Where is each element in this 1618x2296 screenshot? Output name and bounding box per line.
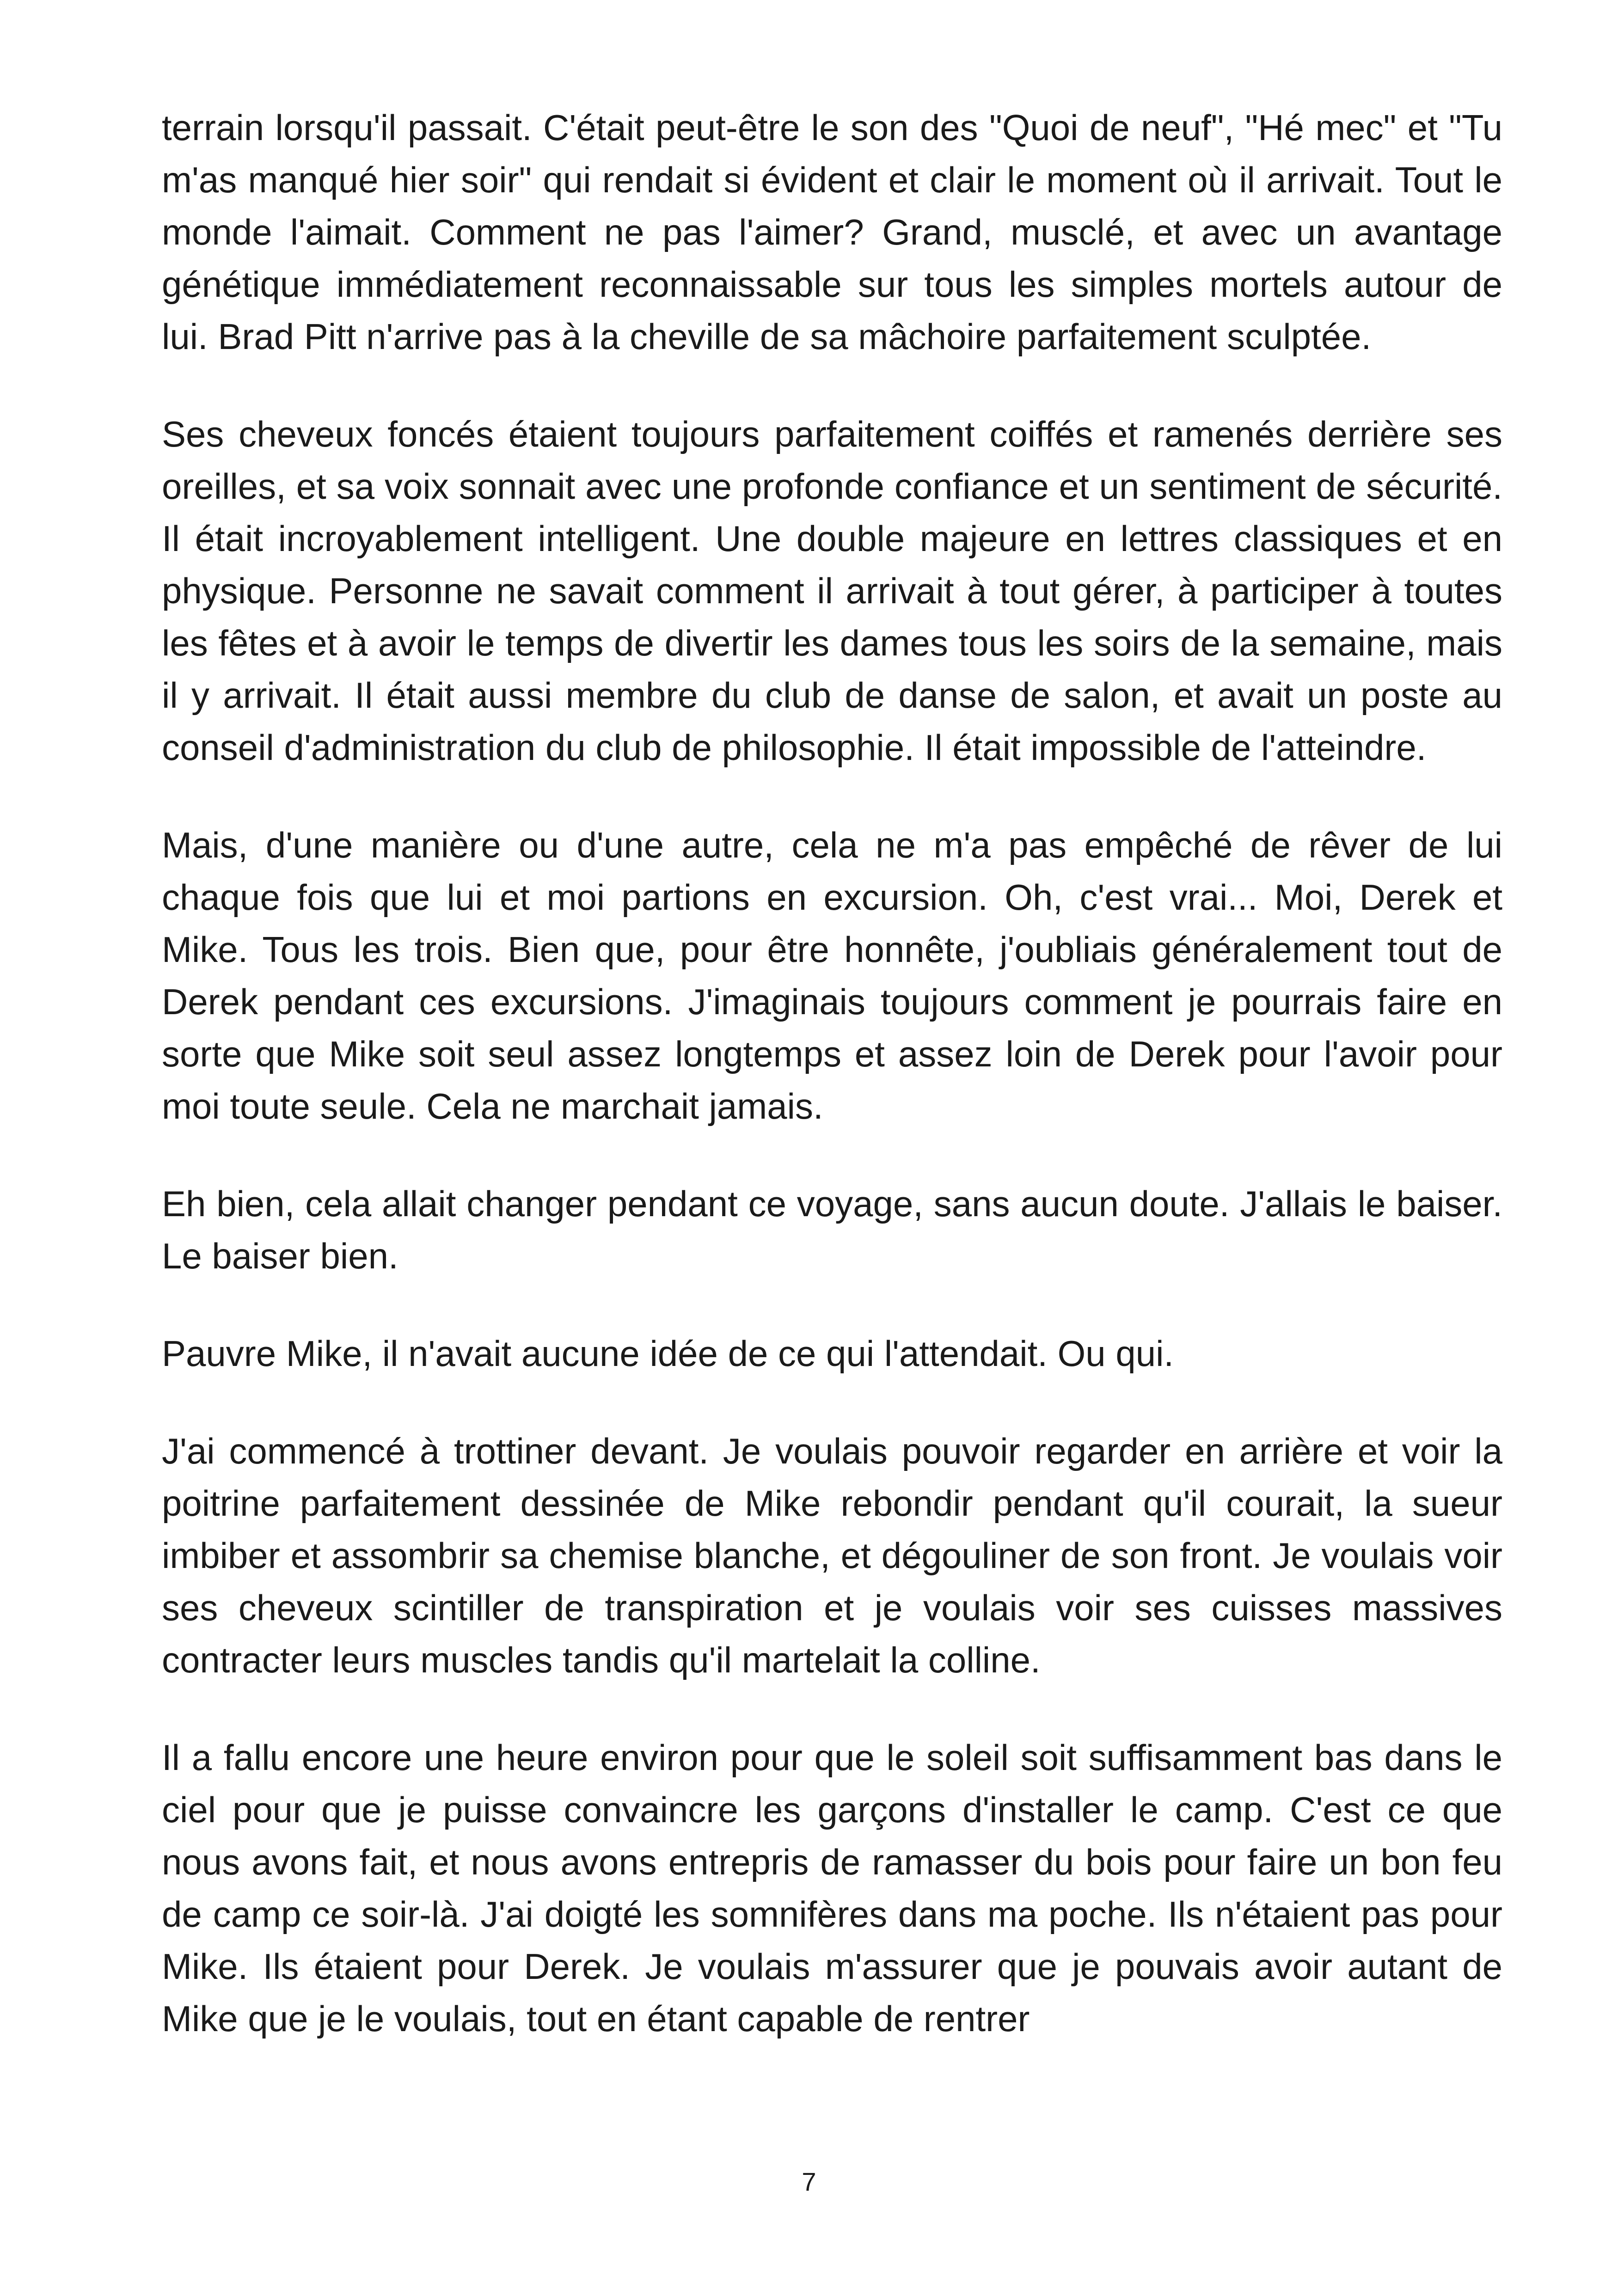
paragraph-3: Mais, d'une manière ou d'une autre, cela ne m'a pas empêché de rêver de lui chaque fois que lui et moi partions en excursion. Oh, c'est vrai... Moi, Derek et Mike. Tous les trois. Bien que, pour être honnête, j'oubliais généralement tout de Derek pendant ces excursions. J'imaginais toujours comment je pourrais faire en sorte que Mike soit seul assez longtemps et assez loin de Derek pour l'avoir pour moi toute seule. Cela ne marchait jamais. — [162, 825, 1502, 1127]
page-number: 7 — [802, 2167, 816, 2196]
paragraph-7: Il a fallu encore une heure environ pour que le soleil soit suffisamment bas dans le ciel pour que je puisse convaincre les garçons d'installer le camp. C'est ce que nous avons fait, et nous avons entrepris de ramasser du bois pour faire un bon feu de camp ce soir-là. J'ai doigté les somnifères dans ma poche. Ils n'étaient pas pour Mike. Ils étaient pour Derek. Je voulais m'assurer que je pouvais avoir autant de Mike que je le voulais, tout en étant capable de rentrer — [162, 1737, 1502, 2039]
paragraph-2: Ses cheveux foncés étaient toujours parfaitement coiffés et ramenés derrière ses oreilles, et sa voix sonnait avec une profonde confiance et un sentiment de sécurité. Il était incroyablement intelligent. Une double majeure en lettres classiques et en physique. Personne ne savait comment il arrivait à tout gérer, à participer à toutes les fêtes et à avoir le temps de divertir les dames tous les soirs de la semaine, mais il y arrivait. Il était aussi membre du club de danse de salon, et avait un poste au conseil d'administration du club de philosophie. Il était impossible de l'atteindre. — [162, 414, 1502, 768]
paragraph-6: J'ai commencé à trottiner devant. Je voulais pouvoir regarder en arrière et voir la poitrine parfaitement dessinée de Mike rebondir pendant qu'il courait, la sueur imbiber et assombrir sa chemise blanche, et dégouliner de son front. Je voulais voir ses cheveux scintiller de transpiration et je voulais voir ses cuisses massives contracter leurs muscles tandis qu'il martelait la colline. — [162, 1431, 1502, 1680]
body-text — [162, 102, 1502, 2045]
paragraph-4: Eh bien, cela allait changer pendant ce voyage, sans aucun doute. J'allais le baiser. Le baiser bien. — [162, 1183, 1502, 1276]
paragraph-1: terrain lorsqu'il passait. C'était peut-être le son des "Quoi de neuf", "Hé mec" et "Tu m'as manqué hier soir" qui rendait si évident et clair le moment où il arrivait. Tout le monde l'aimait. Comment ne pas l'aimer? Grand, musclé, et avec un avantage génétique immédiatement reconnaissable sur tous les simples mortels autour de lui. Brad Pitt n'arrive pas à la cheville de sa mâchoire parfaitement sculptée. — [162, 107, 1502, 357]
paragraph-5: Pauvre Mike, il n'avait aucune idée de ce qui l'attendait. Ou qui. — [162, 1333, 1174, 1374]
